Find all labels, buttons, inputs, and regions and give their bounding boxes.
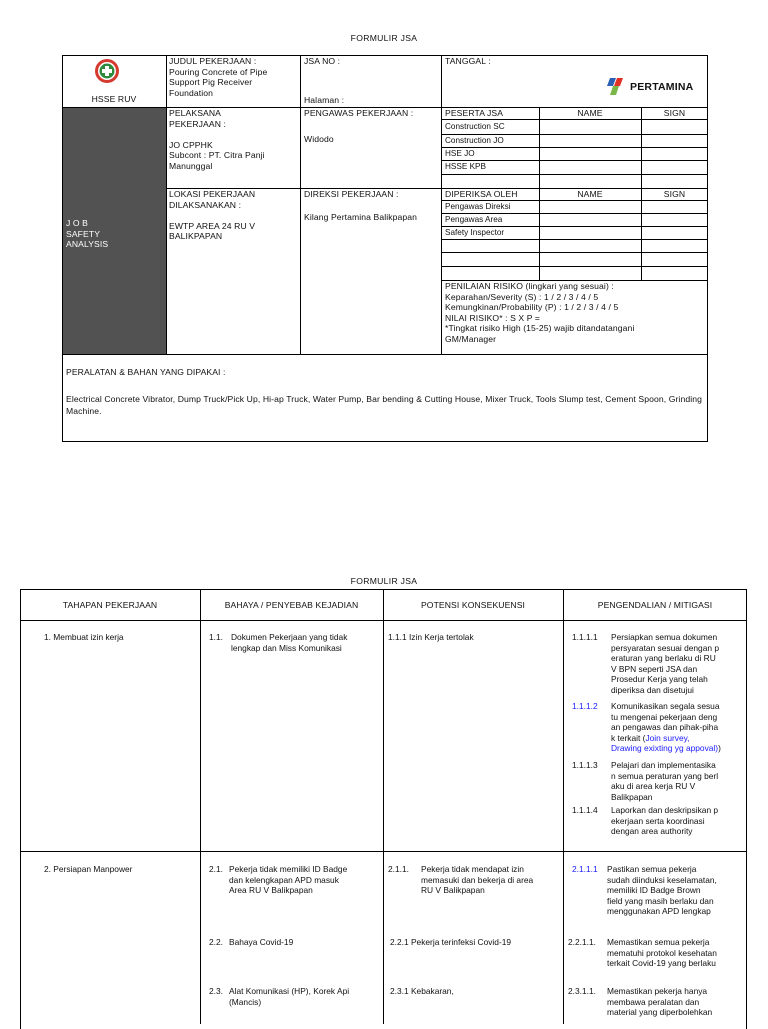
hazard-text: Alat Komunikasi (HP), Korek Api (Mancis): [229, 986, 350, 1007]
halaman: Halaman :: [304, 95, 345, 105]
job-safety-analysis-label: J O B SAFETY ANALYSIS: [66, 218, 109, 250]
consequence-text: Pekerja tidak mendapat izin memasuki dan bekerja di area RU V Balikpapan: [421, 864, 534, 896]
diperiksa-row: Safety Inspector: [445, 228, 505, 237]
diperiksa-row: Pengawas Area: [445, 215, 503, 224]
mitigation-text-highlight: Join survey, Drawing exixting yg appoval): [611, 732, 719, 754]
mitigation-number: 1.1.1.2: [572, 701, 598, 711]
hsse-logo-icon: [94, 58, 120, 84]
direksi-name: Kilang Pertamina Balikpapan: [304, 212, 418, 222]
penilaian-risiko: PENILAIAN RISIKO (lingkari yang sesuai) : Keparahan/Severity (S) : 1 / 2 / 3 / 4 / 5 Kemungkinan/Probability (P) : 1 / 2 / 3 / 4 / 5 NILAI RISIKO* : S X P = *Tingkat risiko High (15-25) wajib ditandatangani GM/Manager: [445, 281, 635, 344]
mitigation-number: 2.2.1.1.: [568, 937, 596, 947]
header-tahapan: TAHAPAN PEKERJAAN: [62, 600, 158, 610]
pengawas-name: Widodo: [304, 134, 334, 144]
pelaksana-pekerjaan: PELAKSANA PEKERJAAN : JO CPPHK Subcont : PT. Citra Panji Manunggal: [169, 108, 265, 171]
peserta-row: Construction JO: [445, 136, 504, 145]
pengawas-label: PENGAWAS PEKERJAAN :: [304, 108, 414, 118]
diperiksa-header-label: DIPERIKSA OLEH: [445, 189, 518, 199]
peserta-row: Construction SC: [445, 122, 505, 131]
mitigation-text: Memastikan pekerja hanya membawa peralatan dan material yang diperbolehkan: [607, 986, 713, 1018]
hazard-number: 2.3.: [209, 986, 223, 996]
mitigation-text: Laporkan dan deskripsikan p ekerjaan serta koordinasi dengan area authority: [611, 805, 719, 837]
mitigation-text: Memastikan semua pekerja mematuhi protokol kesehatan terkait Covid-19 yang berlaku: [607, 937, 717, 969]
hazard-number: 2.1.: [209, 864, 223, 874]
header-pengendalian: PENGENDALIAN / MITIGASI: [597, 600, 713, 610]
peserta-row: HSE JO: [445, 149, 475, 158]
peserta-header-name: NAME: [577, 108, 603, 118]
header-potensi: POTENSI KONSEKUENSI: [420, 600, 526, 610]
mitigation-text: Persiapkan semua dokumen persyaratan sesuai dengan p eraturan yang berlaku di RU V BPN seperti JSA dan Prosedur Kerja yang telah diperiksa dan disetujui: [611, 632, 720, 695]
hsse-ruv-label: HSSE RUV: [91, 94, 137, 104]
step-2: 2. Persiapan Manpower: [44, 864, 133, 874]
mitigation-number: 2.3.1.1.: [568, 986, 596, 996]
mitigation-text-part: Komunikasikan segala sesua tu mengenai pekerjaan deng an pengawas dan pihak-piha k terkait (: [611, 701, 720, 743]
judul-pekerjaan: JUDUL PEKERJAAN : Pouring Concrete of Pipe Support Pig Receiver Foundation: [169, 56, 268, 98]
pertamina-logo-text: PERTAMINA: [630, 81, 694, 93]
header-bahaya: BAHAYA / PENYEBAB KEJADIAN: [224, 600, 359, 610]
mitigation-text: Pelajari dan implementasika n semua peraturan yang berl aku di area kerja RU V Balikpapan: [611, 760, 719, 802]
step-1: 1. Membuat izin kerja: [44, 632, 124, 642]
hazard-text: Bahaya Covid-19: [229, 937, 294, 947]
page1-title: FORMULIR JSA: [350, 33, 418, 43]
mitigation-text: Pastikan semua pekerja sudah diinduksi keselamatan, memiliki ID Badge Brown field yang masih berlaku dan menggunakan APD lengkap: [607, 864, 717, 917]
hazard-text: Pekerja tidak memiliki ID Badge dan kelengkapan APD masuk Area RU V Balikpapan: [229, 864, 348, 896]
peralatan-text: Electrical Concrete Vibrator, Dump Truck/Pick Up, Hi-ap Truck, Water Pump, Bar bending & Cutting House, Mixer Truck, Tools Slump test, Cement Spoon, Grinding Machine.: [66, 394, 702, 416]
peserta-header-label: PESERTA JSA: [445, 108, 504, 118]
mitigation-number: 1.1.1.4: [572, 805, 598, 815]
hazard-number: 2.2.: [209, 937, 223, 947]
tanggal: TANGGAL :: [445, 56, 491, 66]
direksi-label: DIREKSI PEKERJAAN :: [304, 189, 399, 199]
consequence-text: 2.2.1 Pekerja terinfeksi Covid-19: [390, 937, 512, 947]
mitigation-text: Komunikasikan segala sesua tu mengenai pekerjaan deng an pengawas dan pihak-piha k terkait (Join survey, Drawing exixting yg appoval)): [611, 701, 721, 754]
hazard-text: Dokumen Pekerjaan yang tidak lengkap dan Miss Komunikasi: [231, 632, 348, 653]
lokasi-pekerjaan: LOKASI PEKERJAAN DILAKSANAKAN : EWTP AREA 24 RU V BALIKPAPAN: [169, 189, 256, 242]
diperiksa-header-name: NAME: [577, 189, 603, 199]
page2-title: FORMULIR JSA: [350, 576, 418, 586]
diperiksa-row: Pengawas Direksi: [445, 202, 511, 211]
peserta-row: HSSE KPB: [445, 162, 486, 171]
jsa-no: JSA NO :: [304, 56, 341, 66]
hazard-number: 1.1.: [209, 632, 223, 642]
consequence-number: 2.1.1.: [388, 864, 409, 874]
mitigation-number: 1.1.1.3: [572, 760, 598, 770]
peserta-header-sign: SIGN: [663, 108, 686, 118]
diperiksa-header-sign: SIGN: [663, 189, 686, 199]
mitigation-number: 1.1.1.1: [572, 632, 598, 642]
consequence-text: 1.1.1 Izin Kerja tertolak: [388, 632, 474, 642]
mitigation-number: 2.1.1.1: [572, 864, 598, 874]
peralatan-label: PERALATAN & BAHAN YANG DIPAKAI :: [66, 367, 226, 377]
consequence-text: 2.3.1 Kebakaran,: [390, 986, 454, 996]
